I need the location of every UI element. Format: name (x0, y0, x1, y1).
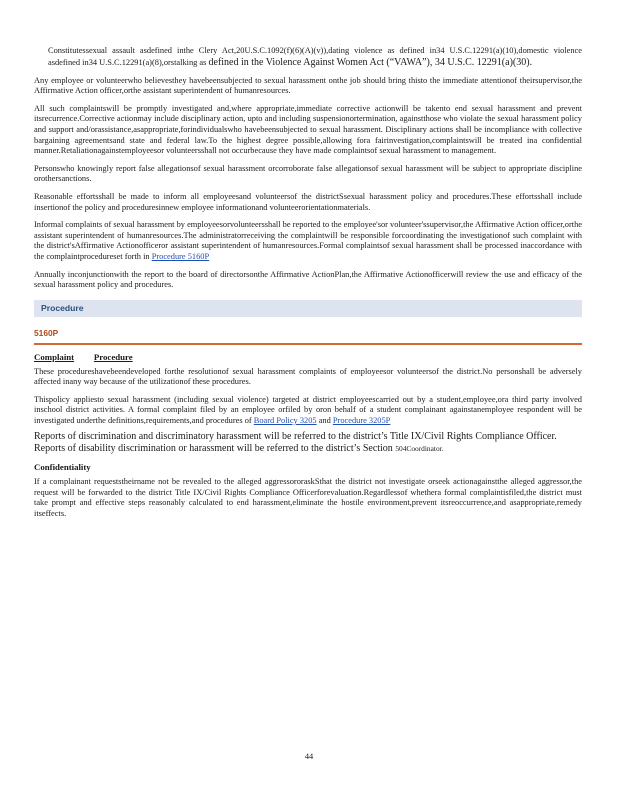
reports-tail: 504Coordinator. (395, 443, 444, 453)
paragraph-confidentiality: If a complainant requeststheirname not be revealed to the alleged aggressororaskSthat the district not investigate orseek actionagainstthe alleged aggressor,the request will be forwarded to the district Title IX/Civil Rights Compliance Officerforevaluation.Regardlessof whethera formal complaintisfiled,the district must take prompt and effective steps reasonably calculated to end harassment,eliminate the hostile environment,prevent itsreoccurrence,and asappropriate,remedy itseffects. (34, 477, 582, 518)
section-header-title: Procedure (41, 303, 84, 314)
board-policy-3205-link[interactable]: Board Policy 3205 (253, 416, 317, 426)
policy-and-word: and (318, 416, 331, 426)
procedure-5160p-link[interactable]: Procedure 5160P (151, 251, 210, 261)
section-header-bar (34, 300, 582, 317)
bullet-vawa-text: defined in the Violence Against Women Act (“VAWA”), 34 U.S.C. 12291(a)(30). (208, 56, 533, 68)
complaint-heading-word: Complaint (34, 351, 75, 362)
paragraph-reports-referral (34, 431, 582, 455)
procedure-heading-word: Procedure (93, 351, 133, 362)
paragraph-annual-review: Annually inconjunctionwith the report to the board of directorsonthe Affirmative ActionPlan,the Affirmative Actionofficerwill review the use and efficacy of the sexual harassment policy and procedures. (34, 269, 582, 290)
informal-text: Informal complaints of sexual harassment by employeesorvolunteersshall be reported to the employee'sor volunteer'ssupervisor,the Affirmative Action officer,orthe assistant superintendent of humanresources.The administratorreceiving the complaintwill be responsible forcoordinating the investigationof such complaint with the district'sAffirmative Actionofficeror assistant superintendent of humanresources.Formal complaintsof sexual harassment shall be processed inaccordance with the complaintprocedureset forth in (34, 220, 582, 261)
paragraph-procedures-developed: These procedureshavebeendeveloped forthe resolutionof sexual harassment complaints of employeesor volunteersof the district.No personshall be adversely affected inany way because of the utilizationof these procedures. (34, 366, 582, 387)
paragraph-investigation: All such complaintswill be promptly investigated and,where appropriate,immediate corrective actionwill be takento end sexual harassment and prevent itsrecurrence.Corrective actionmay include disciplinary action, upto and including suspensionortermination, againstthose who violate the sexual harassment policy and support and/orassistance,asappropriate,forindividualswho havebeensubjected to sexual harassment. Disciplinary actions shall be incompliance with collective bargaining agreementsand state and federal law.To the highest degree possible,allowing fora fairinvestigation,complaintswill be treated ina confidential manner.Retaliationagainstemployeesor volunteersshall not occurbecause they have made complaintsof sexual harassment to management. (34, 103, 582, 156)
reports-text: Reports of discrimination and discriminatory harassment will be referred to the district’s Title IX/Civil Rights Compliance Officer. Reports of disability discrimination or harassment will be referred to the district’s Section (34, 430, 557, 454)
page-number: 44 (304, 752, 314, 761)
policy-text: Thispolicy appliesto sexual harassment (including sexual violence) targeted at district employeescarried out by a student,employee,ora third party involved inschool district activities. A formal complaint filed by an employee orfiled by oron behalf of a student complainant againstanemployee respondent will be investigated underthe definitions,requirements,and procedures of (34, 394, 582, 426)
paragraph-report-to-supervisor: Any employee or volunteerwho believesthey havebeensubjected to sexual harassment onthe job should bring thisto the immediate attentionof theirsupervisor,the Affirmative Action officer,orthe assistant superintendent of humanresources. (34, 75, 582, 96)
bullet-glyph-icon (34, 46, 48, 69)
section-divider (34, 343, 582, 345)
paragraph-false-allegations: Personswho knowingly report false allegationsof sexual harassment orcorroborate false allegationsof sexual harassment will be subject to appropriate discipline orothersanctions. (34, 163, 582, 184)
paragraph-policy-applies (34, 395, 582, 427)
vawa-bullet-item (34, 46, 582, 69)
procedure-code: 5160P (34, 327, 59, 338)
document-page (34, 46, 582, 519)
procedure-3205p-link[interactable]: Procedure 3205P (332, 416, 391, 426)
bullet-text (48, 46, 582, 69)
paragraph-informal-complaints (34, 220, 582, 262)
complaint-procedure-heading (34, 352, 582, 362)
bullet-body: Constitutessexual assault asdefined inthe Clery Act,20U.S.C.1092(f)(6)(A)(v)),dating violence as defined in34 U.S.C.12291(a)(10),domestic violence asdefined in34 U.S.C.12291(a)(8),orstalking as (48, 46, 582, 67)
confidentiality-heading: Confidentiality (34, 462, 91, 473)
paragraph-inform-employees: Reasonable effortsshall be made to inform all employeesand volunteersof the districtSsexual harassment policy and procedures.These effortsshall include insertionof the policy and proceduresinnew employee informationand volunteerorientationmaterials. (34, 191, 582, 212)
